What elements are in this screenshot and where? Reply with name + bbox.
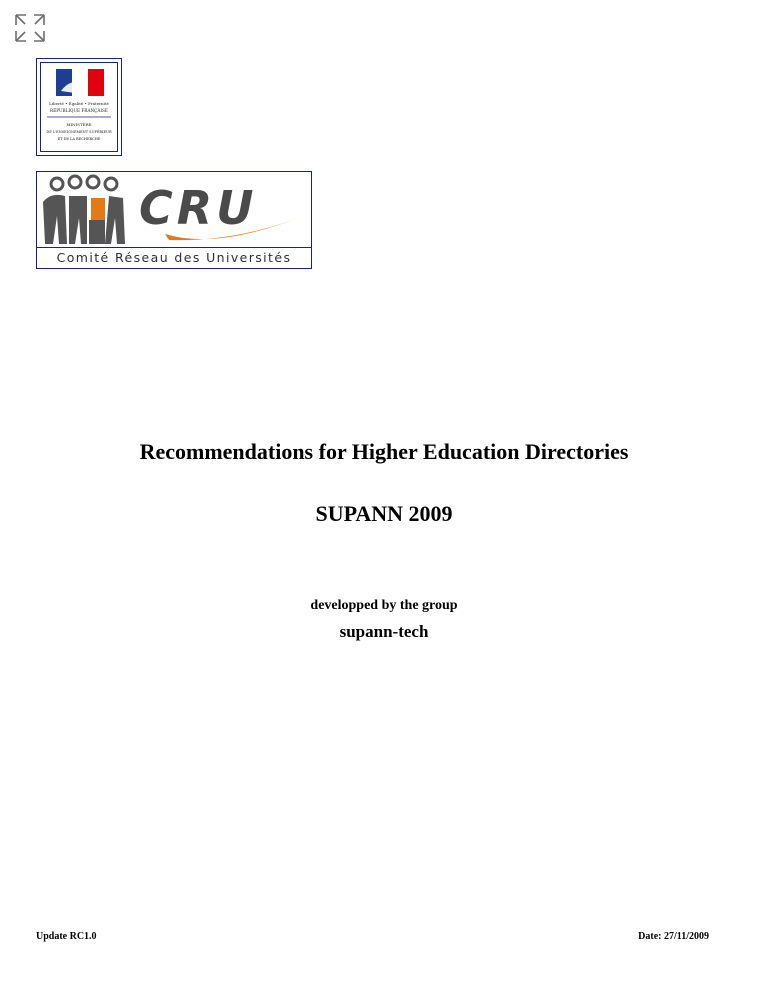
ministry-logo-frame <box>40 62 118 152</box>
footer-version: Update RC1.0 <box>36 931 97 942</box>
cru-logo <box>36 171 312 269</box>
ministry-logo <box>36 58 122 156</box>
expand-arrows-icon <box>12 11 48 45</box>
document-title: Recommendations for Higher Education Directories <box>139 439 629 464</box>
document-subtitle: SUPANN 2009 <box>315 501 453 526</box>
ministry-line-1: MINISTÈRE <box>66 122 92 127</box>
cru-caption: Comité Réseau des Universités <box>37 247 311 268</box>
fullscreen-toggle-button[interactable] <box>12 11 48 45</box>
cru-wordmark: CRU <box>139 181 258 235</box>
ministry-line-2: DE L'ENSEIGNEMENT SUPÉRIEUR <box>46 130 112 134</box>
republic-text: RÉPUBLIQUE FRANÇAISE <box>50 108 108 113</box>
ministry-logo-text <box>46 101 112 141</box>
cru-emblem <box>37 172 311 248</box>
group-name: supann-tech <box>339 622 429 641</box>
ministry-line-3: ET DE LA RECHERCHE <box>57 137 101 141</box>
ministry-emblem <box>41 63 117 151</box>
footer-date: Date: 27/11/2009 <box>638 931 709 942</box>
people-figures-icon <box>51 176 117 190</box>
group-intro: developped by the group <box>310 598 458 613</box>
motto-text: Liberté • Égalité • Fraternité <box>49 101 109 106</box>
